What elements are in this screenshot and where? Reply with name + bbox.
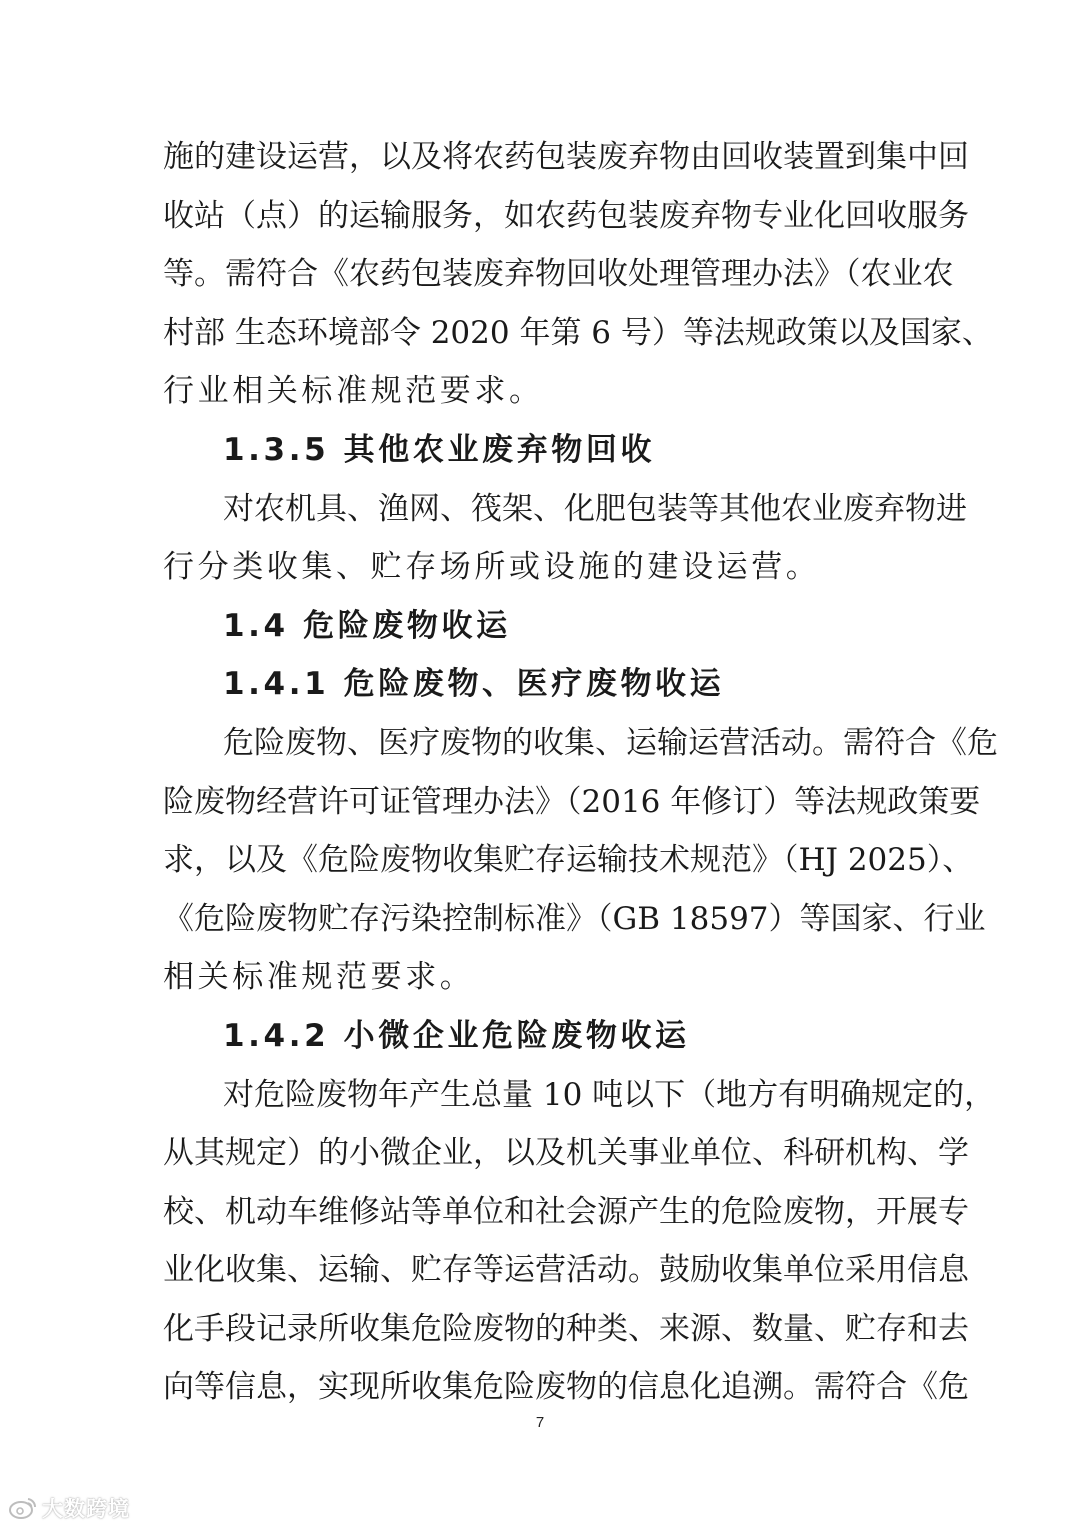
- text-line: 从其规定）的小微企业，以及机关事业单位、科研机构、学: [163, 1135, 969, 1172]
- text-line: 向等信息，实现所收集危险废物的信息化追溯。需符合《危: [163, 1369, 969, 1406]
- section-heading: 1.4.2 小微企业危险废物收运: [223, 1017, 690, 1054]
- text-line: 行业相关标准规范要求。: [163, 373, 544, 410]
- watermark: [8, 1493, 130, 1523]
- text-line: 险废物经营许可证管理办法》（2016 年修订）等法规政策要: [163, 783, 981, 820]
- text-line: 相关标准规范要求。: [163, 959, 475, 996]
- text-line: 《危险废物贮存污染控制标准》（GB 18597）等国家、行业: [163, 900, 986, 937]
- text-line: 危险废物、医疗废物的收集、运输运营活动。需符合《危: [223, 724, 998, 761]
- text-line: 业化收集、运输、贮存等运营活动。鼓励收集单位采用信息: [163, 1252, 969, 1289]
- text-line: 校、机动车维修站等单位和社会源产生的危险废物，开展专: [163, 1193, 969, 1230]
- section-heading: 1.4.1 危险废物、医疗废物收运: [223, 666, 725, 703]
- text-line: 化手段记录所收集危险废物的种类、来源、数量、贮存和去: [163, 1310, 969, 1347]
- text-line: 对农机具、渔网、筏架、化肥包装等其他农业废弃物进: [223, 490, 967, 527]
- weibo-logo-icon: [8, 1496, 38, 1520]
- page-number: 7: [535, 1414, 545, 1431]
- text-line: 对危险废物年产生总量 10 吨以下（地方有明确规定的，: [223, 1076, 996, 1113]
- text-line: 村部 生态环境部令 2020 年第 6 号）等法规政策以及国家、: [163, 314, 993, 351]
- text-line: 收站（点）的运输服务，如农药包装废弃物专业化回收服务: [163, 197, 969, 234]
- document-body: [163, 128, 998, 1417]
- text-line: 等。需符合《农药包装废弃物回收处理管理办法》（农业农: [163, 256, 954, 293]
- section-heading: 1.4 危险废物收运: [223, 607, 511, 644]
- text-line: 行分类收集、贮存场所或设施的建设运营。: [163, 549, 821, 586]
- text-line: 求，以及《危险废物收集贮存运输技术规范》（HJ 2025）、: [163, 842, 974, 879]
- text-line: 施的建设运营，以及将农药包装废弃物由回收装置到集中回: [163, 139, 969, 175]
- section-heading: 1.3.5 其他农业废弃物回收: [223, 431, 656, 468]
- watermark-text: 大数跨境: [42, 1497, 130, 1521]
